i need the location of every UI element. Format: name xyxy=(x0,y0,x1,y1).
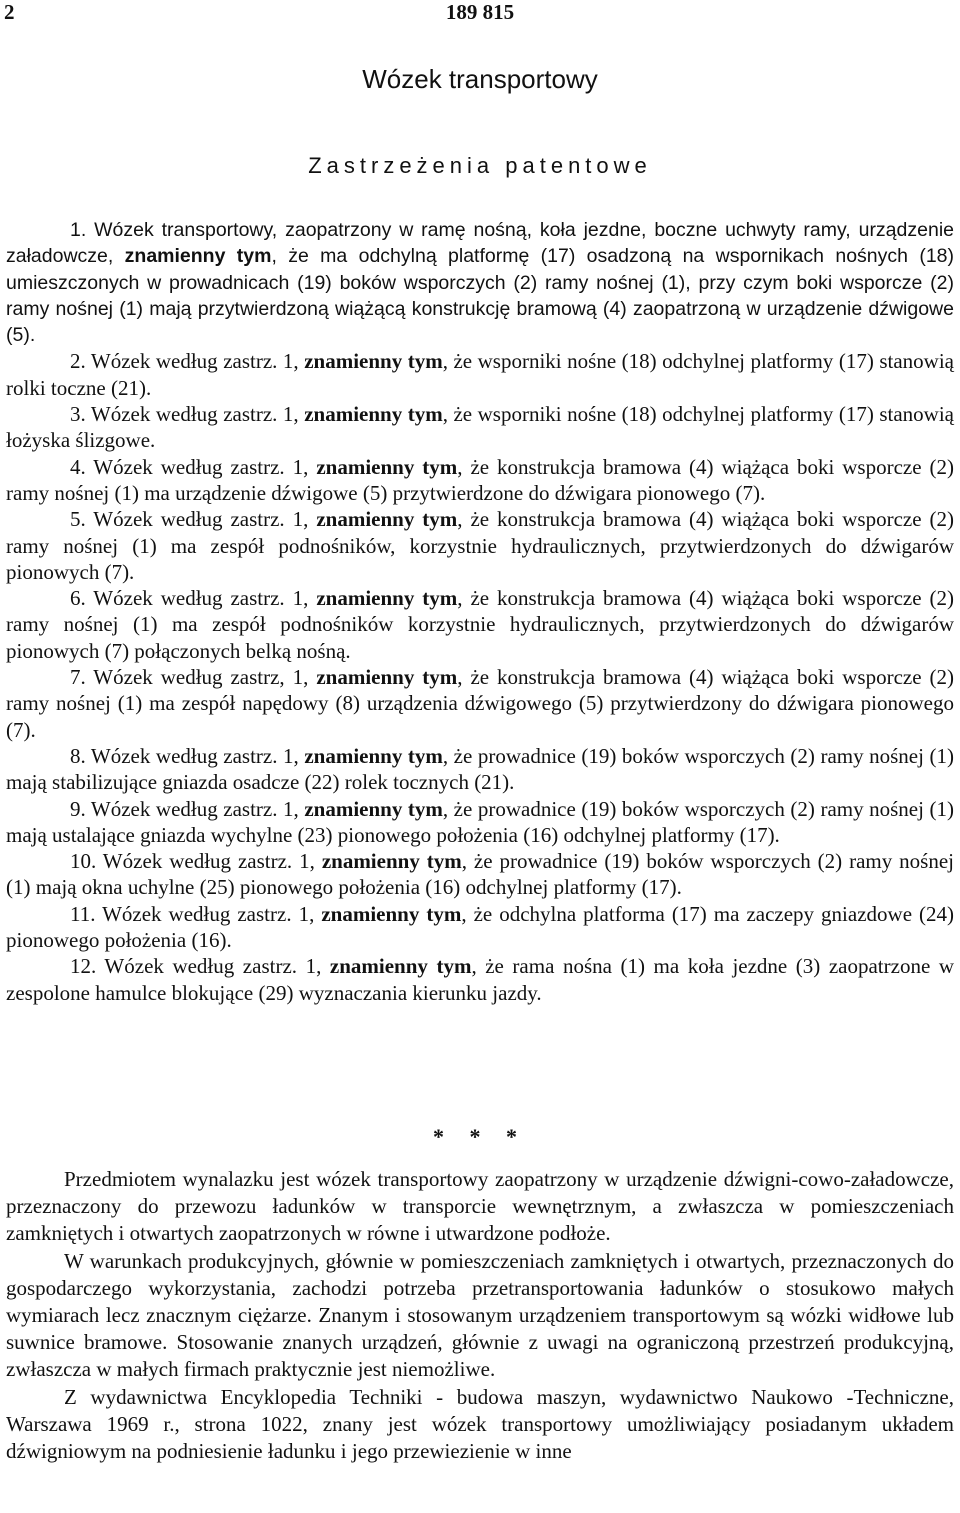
claim-keyword: znamienny tym xyxy=(329,954,472,979)
claim-text: 1. Wózek transportowy, zaopatrzony w ramę nośną, koła jezdne, boczne uchwyty ramy, urządzenie załadowcze, xyxy=(6,219,954,268)
claim-text: , że prowadnice (19) boków wsporczych (2) ramy nośnej (1) mają okna uchylne (25) pionowego położenia (16) odchylnej platformy (17). xyxy=(6,849,954,900)
claim-text: 2. Wózek według zastrz. 1, xyxy=(70,349,305,374)
claim-text: 12. Wózek według zastrz. 1, xyxy=(70,954,330,979)
claim-10 xyxy=(6,848,954,901)
claim-keyword: znamienny tym xyxy=(316,586,458,611)
claim-text: 3. Wózek według zastrz. 1, xyxy=(70,402,305,427)
claim-text: , że odchylna platforma (17) ma zaczepy gniazdowe (24) pionowego położenia (16). xyxy=(6,901,954,953)
claim-keyword: znamienny tym xyxy=(321,901,462,926)
claim-keyword: znamienny tym xyxy=(304,402,443,427)
claim-text: , że konstrukcja bramowa (4) wiążąca boki wsporcze (2) ramy nośnej (1) ma zespół podnośników, korzystnie hydraulicznych, przytwierdzonych do dźwigarów pionowych (7). xyxy=(6,507,954,584)
claim-text: , że ma odchylną platformę (17) osadzoną na wspornikach nośnych (18) umieszczonych w prowadnicach (19) boków wsporczych (2) ramy nośnej (1), przy czym boki wsporcze (2) ramy nośnej (1) mają przytwierdzoną wiążącą konstrukcję bramową (4) zaopatrzoną w urządzenie dźwigowe (5). xyxy=(6,245,955,347)
claim-text: 4. Wózek według zastrz. 1, xyxy=(70,454,317,479)
description-paragraph-3: Z wydawnictwa Encyklopedia Techniki - budowa maszyn, wydawnictwo Naukowo -Techniczne, Warszawa 1969 r., strona 1022, znany jest wózek transportowy umożliwiający posiadanym układem dźwigniowym na podniesienie ładunku i jego przewiezienie w inne xyxy=(6,1384,954,1464)
claim-text: , że prowadnice (19) boków wsporczych (2) ramy nośnej (1) mają ustalające gniazda wychylne (23) pionowego położenia (16) odchylnej platformy (17). xyxy=(6,796,954,847)
claim-text: 9. Wózek według zastrz. 1, xyxy=(70,796,305,821)
description xyxy=(6,1166,954,1465)
claims-list xyxy=(6,217,954,1006)
claim-keyword: znamienny tym xyxy=(304,743,443,768)
claim-text: 10. Wózek według zastrz. 1, xyxy=(70,849,322,874)
description-paragraph-2: W warunkach produkcyjnych, głównie w pomieszczeniach zamkniętych i otwartych, przeznaczonych do gospodarczego wykorzystania, zachodzi potrzeba przetransportowania ładunków o stosukowo małych wymiarach lecz znacznym ciężarze. Znanym i stosowanym urządzeniem transportowym są wózki widłowe lub suwnice bramowe. Stosowanie znanych urządzeń, głównie z uwagi na ograniczoną przestrzeń produkcyjną, zwłaszcza w małych firmach praktycznie jest niemożliwe. xyxy=(6,1248,954,1382)
claim-text: , że prowadnice (19) boków wsporczych (2) ramy nośnej (1) mają stabilizujące gniazda osadcze (22) rolek tocznych (21). xyxy=(6,743,954,795)
claim-keyword: znamienny tym xyxy=(316,454,458,479)
claim-3 xyxy=(6,401,954,454)
document-number: 189 815 xyxy=(445,0,515,24)
claim-text: 5. Wózek według zastrz. 1, xyxy=(70,507,317,532)
claim-text: , że rama nośna (1) ma koła jezdne (3) zaopatrzone w zespolone hamulce blokujące (29) wyznaczania kierunku jazdy. xyxy=(6,954,954,1005)
claim-keyword: znamienny tym xyxy=(321,849,462,874)
section-heading: Zastrzeżenia patentowe xyxy=(308,153,652,178)
claim-text: 8. Wózek według zastrz. 1, xyxy=(70,743,305,768)
claim-8 xyxy=(6,743,954,796)
claim-7 xyxy=(6,664,954,743)
claim-1 xyxy=(6,217,954,348)
claim-keyword: znamienny tym xyxy=(304,349,443,374)
claim-9 xyxy=(6,796,954,849)
claim-text: , że konstrukcja bramowa (4) wiążąca boki wsporcze (2) ramy nośnej (1) ma zespół podnośników korzystnie hydraulicznych, przytwierdzonych do dźwigarów pionowych (7) połączonych belką nośną. xyxy=(6,586,954,663)
claim-text: , że konstrukcja bramowa (4) wiążąca boki wsporcze (2) ramy nośnej (1) ma urządzenie dźwigowe (5) przytwierdzone do dźwigara pionowego (7). xyxy=(6,454,954,505)
claim-12 xyxy=(6,953,954,1006)
claim-text: 7. Wózek według zastrz, 1, xyxy=(70,665,317,690)
claim-text: 11. Wózek według zastrz. 1, xyxy=(70,901,322,926)
claim-text: , że wsporniki nośne (18) odchylnej platformy (17) stanowią rolki toczne (21). xyxy=(6,349,954,400)
claim-4 xyxy=(6,454,954,507)
claim-6 xyxy=(6,585,954,664)
document-title: Wózek transportowy xyxy=(362,64,598,94)
claim-2 xyxy=(6,348,954,401)
claim-11 xyxy=(6,901,954,954)
claim-keyword: znamienny tym xyxy=(124,245,272,268)
claim-5 xyxy=(6,506,954,585)
claim-text: , że konstrukcja bramowa (4) wiążąca boki wsporcze (2) ramy nośnej (1) ma zespół napędowy (8) urządzenia dźwigowego (5) przytwierdzony do dźwigara pionowego (7). xyxy=(6,665,954,742)
claim-keyword: znamienny tym xyxy=(316,507,458,532)
section-separator: * * * xyxy=(433,1124,527,1149)
claim-keyword: znamienny tym xyxy=(316,665,458,690)
description-paragraph-1: Przedmiotem wynalazku jest wózek transportowy zaopatrzony w urządzenie dźwigni-cowo-załadowcze, przeznaczony do przewozu ładunków w transporcie wewnętrznym, a zwłaszcza w pomieszczeniach zamkniętych i otwartych zaopatrzonych w równe i utwardzone podłoże. xyxy=(6,1167,954,1246)
claim-keyword: znamienny tym xyxy=(304,796,443,821)
page-number: 2 xyxy=(4,0,15,24)
claim-text: , że wsporniki nośne (18) odchylnej platformy (17) stanowią łożyska ślizgowe. xyxy=(6,402,954,453)
claim-text: 6. Wózek według zastrz. 1, xyxy=(70,586,317,611)
